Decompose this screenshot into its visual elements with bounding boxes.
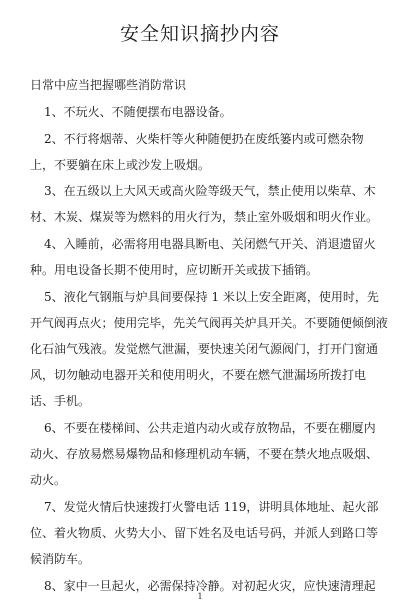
item-5-line-2: 开气阀再点火；使用完毕，先关气阀再关炉具开关。不要随便倾倒液 <box>30 316 388 330</box>
item-7-line-2: 位、着火物质、火势大小、留下姓名及电话号码，并派人到路口等 <box>30 526 379 540</box>
item-5-line-3: 化石油气残液。发觉燃气泄漏，要快速关闭气源阀门，打开门窗通 <box>30 342 379 356</box>
item-7-line-1: 7、发觉火情后快速拨打火警电话 119，讲明具体地址、起火部 <box>44 500 379 514</box>
item-1-line-1: 1、不玩火、不随便摆布电器设备。 <box>44 105 232 119</box>
document-title: 安全知识摘抄内容 <box>119 23 280 45</box>
item-4-line-1: 4、入睡前，必需将用电器具断电、关闭燃气开关、消退遗留火 <box>44 237 376 251</box>
item-6-line-2: 动火、存放易燃易爆物品和修理机动车辆，不要在禁火地点吸烟、 <box>30 447 379 461</box>
item-5-line-1: 5、液化气钢瓶与炉具间要保持 1 米以上安全距离，使用时，先 <box>44 290 379 304</box>
item-5-line-5: 话、手机。 <box>30 394 91 408</box>
item-7-line-3: 候消防车。 <box>30 552 91 566</box>
item-2-line-1: 2、不行将烟蒂、火柴杆等火种随便扔在废纸篓内或可燃杂物 <box>44 132 364 146</box>
item-2-line-2: 上，不要躺在床上或沙发上吸烟。 <box>30 158 211 172</box>
item-3-line-2: 材、木炭、煤炭等为燃料的用火行为，禁止室外吸烟和明火作业。 <box>30 210 379 224</box>
item-6-line-3: 动火。 <box>30 473 67 487</box>
item-6-line-1: 6、不要在楼梯间、公共走道内动火或存放物品，不要在棚厦内 <box>44 421 376 435</box>
item-5-line-4: 风，切勿触动电器开关和使用明火，不要在燃气泄漏场所拨打电 <box>30 368 367 382</box>
item-3-line-1: 3、在五级以上大风天或高火险等级天气，禁止使用以柴草、木 <box>44 184 376 198</box>
item-8-line-1: 8、家中一旦起火，必需保持冷静。对初起火灾，应快速清理起 <box>44 579 376 593</box>
intro-line: 日常中应当把握哪些消防常识 <box>30 78 187 92</box>
item-4-line-2: 种。用电设备长期不使用时，应切断开关或拔下插销。 <box>30 263 319 277</box>
page-number: 1 <box>197 592 203 601</box>
